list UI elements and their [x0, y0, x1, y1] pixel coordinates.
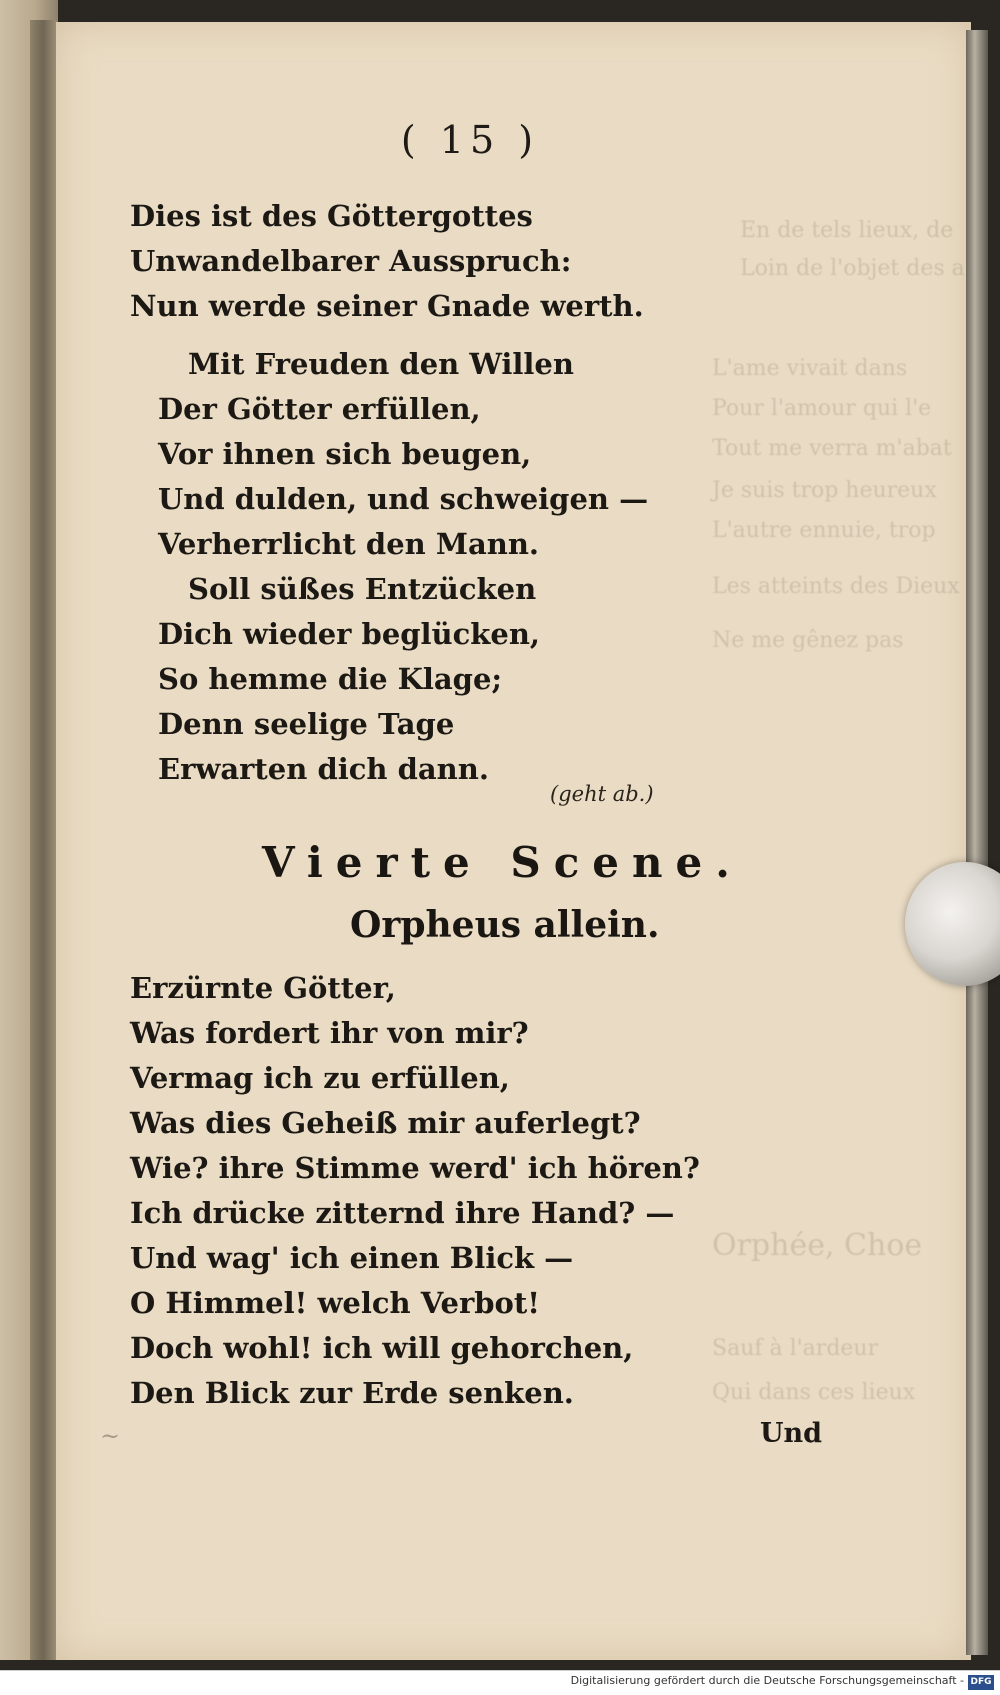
stanza-2: [158, 342, 648, 792]
verse-line: Und dulden, und schweigen —: [158, 482, 649, 516]
ink-smudge: ~: [100, 1422, 121, 1450]
page-edge-right: [966, 30, 988, 1655]
verse-line: Mit Freuden den Willen: [188, 347, 574, 381]
verse-line: Vor ihnen sich beugen,: [158, 437, 532, 471]
verse-line: Der Götter erfüllen,: [158, 392, 481, 426]
bleed-through-line: Pour l'amour qui l'e: [712, 396, 932, 421]
page-number: ( 15 ): [400, 118, 540, 162]
verse-line: Erwarten dich dann.: [158, 752, 489, 786]
footer-credit: Digitalisierung gefördert durch die Deutsche Forschungsgemeinschaft -: [570, 1674, 964, 1687]
verse-line: Nun werde seiner Gnade werth.: [130, 289, 644, 323]
verse-line: O Himmel! welch Verbot!: [130, 1286, 541, 1320]
verse-line: Was dies Geheiß mir auferlegt?: [130, 1106, 641, 1140]
bleed-through-line: Qui dans ces lieux: [712, 1380, 916, 1405]
dfg-logo-icon: DFG: [968, 1675, 994, 1690]
verse-line: Denn seelige Tage: [158, 707, 455, 741]
verse-line: Doch wohl! ich will gehorchen,: [130, 1331, 634, 1365]
verse-line: Soll süßes Entzücken: [188, 572, 537, 606]
digitization-footer: [0, 1670, 1000, 1695]
verse-line: So hemme die Klage;: [158, 662, 503, 696]
stanza-3: [130, 966, 700, 1416]
bleed-through-line: Orphée, Choe: [712, 1228, 923, 1263]
bleed-through-line: L'ame vivait dans: [712, 356, 908, 381]
catchword: Und: [760, 1418, 823, 1449]
bleed-through-line: Je suis trop heureux: [712, 478, 937, 503]
verse-line: Den Blick zur Erde senken.: [130, 1376, 574, 1410]
bleed-through-line: Loin de l'objet des a: [740, 256, 965, 281]
stage-direction: (geht ab.): [550, 782, 654, 806]
bleed-through-line: En de tels lieux, de: [740, 218, 954, 243]
stanza-1: [130, 194, 644, 329]
verse-line: Vermag ich zu erfüllen,: [130, 1061, 510, 1095]
bleed-through-line: Les atteints des Dieux: [712, 574, 960, 599]
verse-line: Was fordert ihr von mir?: [130, 1016, 529, 1050]
verse-line: Und wag' ich einen Blick —: [130, 1241, 574, 1275]
scene-title: Vierte Scene.: [262, 838, 743, 887]
bleed-through-line: Tout me verra m'abat: [712, 436, 952, 461]
book-gutter: [30, 20, 56, 1660]
bleed-through-line: Sauf à l'ardeur: [712, 1336, 879, 1361]
verse-line: Unwandelbarer Ausspruch:: [130, 244, 572, 278]
verse-line: Erzürnte Götter,: [130, 971, 396, 1005]
verse-line: Wie? ihre Stimme werd' ich hören?: [130, 1151, 700, 1185]
bleed-through-line: L'autre ennuie, trop: [712, 518, 936, 543]
scene-subtitle: Orpheus allein.: [350, 904, 660, 946]
verse-line: Ich drücke zitternd ihre Hand? —: [130, 1196, 675, 1230]
verse-line: Dies ist des Göttergottes: [130, 199, 533, 233]
bleed-through-line: Ne me gênez pas: [712, 628, 904, 653]
verse-line: Verherrlicht den Mann.: [158, 527, 539, 561]
verse-line: Dich wieder beglücken,: [158, 617, 541, 651]
